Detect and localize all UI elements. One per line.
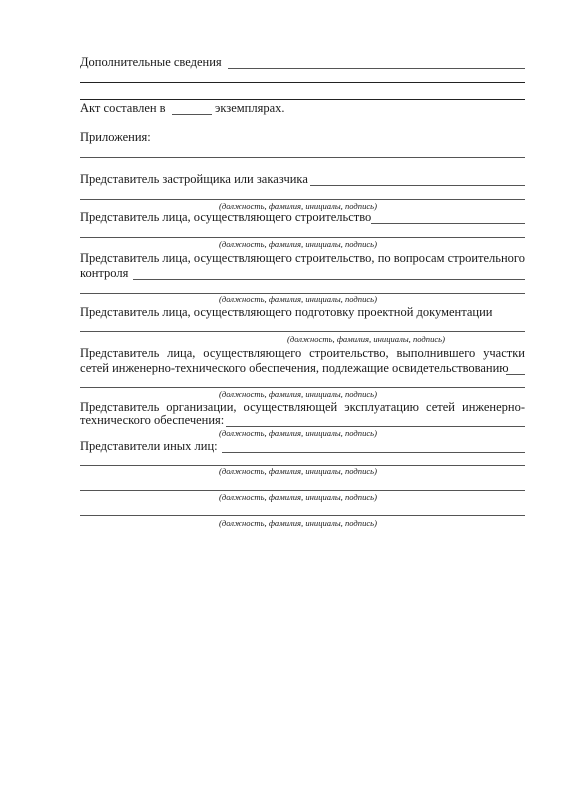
others-rep-caption-3: (должность, фамилия, инициалы, подпись) [219, 518, 377, 528]
developer-rep-line-2[interactable] [80, 199, 525, 200]
designer-rep-label: Представитель лица, осуществляющего подготовку проектной документации [80, 305, 493, 319]
builder-rep-caption: (должность, фамилия, инициалы, подпись) [219, 239, 377, 249]
operator-rep-field[interactable] [226, 426, 525, 427]
builder-rep-line-2[interactable] [80, 237, 525, 238]
additional-info-line-3[interactable] [80, 99, 525, 100]
builder-control-rep-label-2: контроля [80, 266, 129, 280]
networks-rep-label-1: Представитель лица, осуществляющего строительство, выполнившего участки [80, 346, 525, 360]
additional-info-line-2[interactable] [80, 82, 525, 83]
networks-rep-line-2[interactable] [80, 387, 525, 388]
others-rep-caption-2: (должность, фамилия, инициалы, подпись) [219, 492, 377, 502]
builder-rep-label: Представитель лица, осуществляющего строительство [80, 210, 372, 224]
networks-rep-label-2: сетей инженерно-технического обеспечения, подлежащие освидетельствованию [80, 361, 509, 375]
builder-control-rep-field[interactable] [133, 279, 525, 280]
builder-control-rep-label-1: Представитель лица, осуществляющего строительство, по вопросам строительного [80, 251, 525, 265]
copies-suffix: экземплярах. [215, 101, 285, 115]
others-rep-label: Представители иных лиц: [80, 439, 218, 453]
others-rep-field[interactable] [222, 452, 525, 453]
designer-rep-line[interactable] [80, 331, 525, 332]
developer-rep-label: Представитель застройщика или заказчика [80, 172, 308, 186]
builder-rep-field[interactable] [371, 223, 525, 224]
networks-rep-caption: (должность, фамилия, инициалы, подпись) [219, 389, 377, 399]
additional-info-line-1[interactable] [228, 68, 525, 69]
operator-rep-caption: (должность, фамилия, инициалы, подпись) [219, 428, 377, 438]
others-rep-line-3[interactable] [80, 515, 525, 516]
networks-rep-field[interactable] [506, 374, 525, 375]
attachments-line-1[interactable] [80, 157, 525, 158]
copies-count-field[interactable] [172, 114, 212, 115]
developer-rep-field[interactable] [310, 185, 525, 186]
attachments-label: Приложения: [80, 130, 151, 144]
additional-info-label: Дополнительные сведения [80, 55, 222, 69]
operator-rep-label-2: технического обеспечения: [80, 413, 225, 427]
builder-control-rep-caption: (должность, фамилия, инициалы, подпись) [219, 294, 377, 304]
developer-rep-caption: (должность, фамилия, инициалы, подпись) [219, 201, 377, 211]
operator-rep-label-1: Представитель организации, осуществляющей эксплуатацию сетей инженерно- [80, 400, 525, 414]
copies-prefix: Акт составлен в [80, 101, 166, 115]
others-rep-line-2[interactable] [80, 490, 525, 491]
designer-rep-caption: (должность, фамилия, инициалы, подпись) [287, 334, 445, 344]
others-rep-caption-1: (должность, фамилия, инициалы, подпись) [219, 466, 377, 476]
